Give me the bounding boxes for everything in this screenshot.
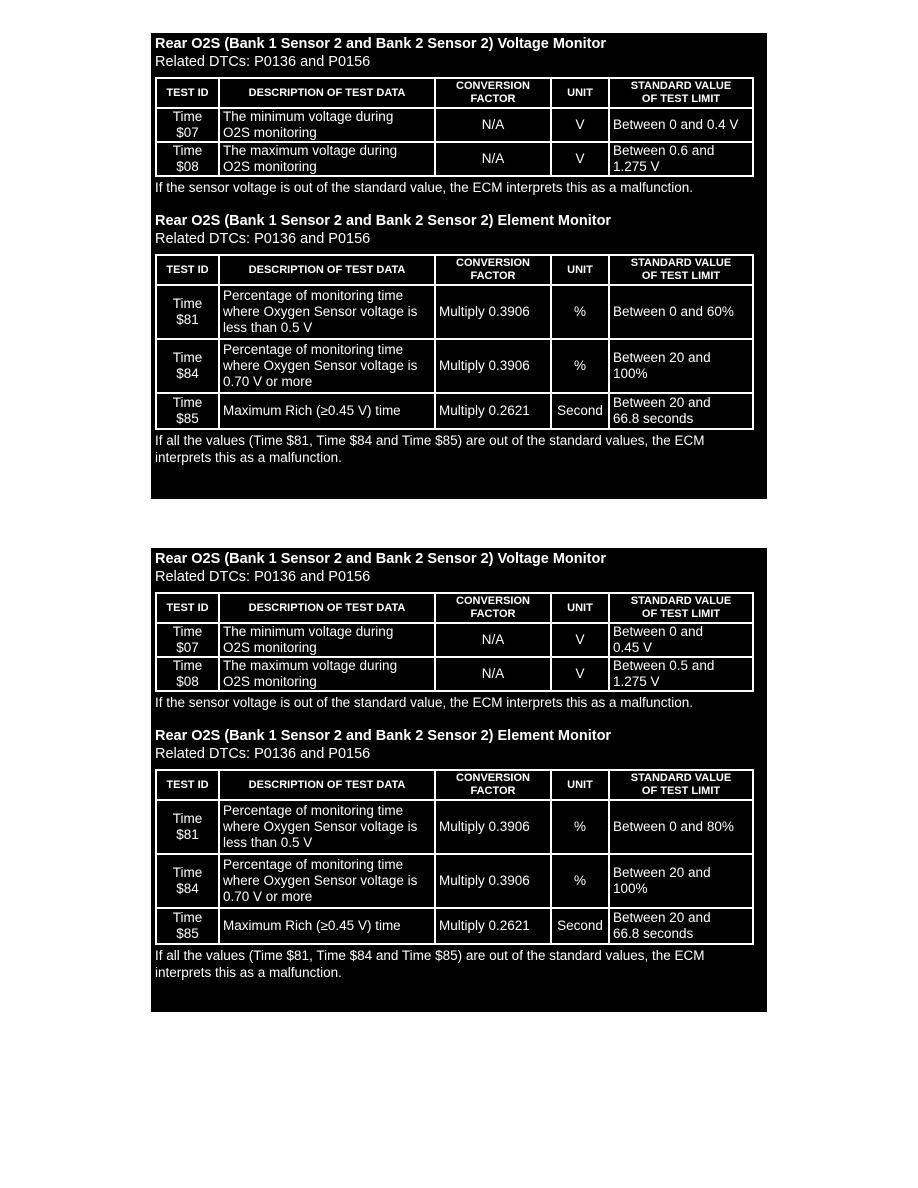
voltage-monitor-table — [155, 77, 754, 177]
header-unit: UNIT — [551, 255, 609, 285]
standard-value-cell: Between 0.6 and 1.275 V — [609, 142, 753, 176]
header-unit: UNIT — [551, 593, 609, 623]
header-standard-value: STANDARD VALUE OF TEST LIMIT — [609, 593, 753, 623]
header-conversion-factor: CONVERSION FACTOR — [435, 770, 551, 800]
voltage-monitor-related-dtcs: Related DTCs: P0136 and P0156 — [155, 54, 371, 70]
test-id-cell: Time $84 — [156, 854, 219, 908]
conversion-cell: Multiply 0.3906 — [435, 285, 551, 339]
header-standard-value: STANDARD VALUE OF TEST LIMIT — [609, 78, 753, 108]
header-standard-value: STANDARD VALUE OF TEST LIMIT — [609, 770, 753, 800]
unit-cell: % — [551, 285, 609, 339]
table-row — [156, 908, 753, 944]
conversion-cell: Multiply 0.2621 — [435, 393, 551, 429]
conversion-cell: Multiply 0.2621 — [435, 908, 551, 944]
voltage-monitor-table — [155, 592, 754, 692]
standard-value-cell: Between 0 and 0.4 V — [609, 108, 753, 142]
element-monitor-note: If all the values (Time $81, Time $84 and Time $85) are out of the standard values, the ECM interprets this as a malfunction. — [155, 433, 705, 465]
unit-cell: Second — [551, 393, 609, 429]
table-header-row — [156, 255, 753, 285]
standard-value-cell: Between 20 and 66.8 seconds — [609, 393, 753, 429]
element-monitor-table — [155, 254, 754, 430]
unit-cell: Second — [551, 908, 609, 944]
unit-cell: % — [551, 339, 609, 393]
voltage-monitor-related-dtcs: Related DTCs: P0136 and P0156 — [155, 569, 371, 585]
table-row — [156, 854, 753, 908]
table-header-row — [156, 593, 753, 623]
test-id-cell: Time $81 — [156, 800, 219, 854]
test-id-cell: Time $85 — [156, 908, 219, 944]
description-cell: Maximum Rich (≥0.45 V) time — [219, 908, 435, 944]
header-test-id: TEST ID — [156, 770, 219, 800]
voltage-monitor-title: Rear O2S (Bank 1 Sensor 2 and Bank 2 Sensor 2) Voltage Monitor — [155, 551, 606, 567]
standard-value-cell: Between 0.5 and 1.275 V — [609, 657, 753, 691]
element-monitor-table — [155, 769, 754, 945]
conversion-cell: Multiply 0.3906 — [435, 339, 551, 393]
standard-value-cell: Between 0 and 60% — [609, 285, 753, 339]
table-header-row — [156, 770, 753, 800]
unit-cell: V — [551, 623, 609, 657]
test-id-cell: Time $07 — [156, 623, 219, 657]
standard-value-cell: Between 0 and 80% — [609, 800, 753, 854]
conversion-cell: Multiply 0.3906 — [435, 800, 551, 854]
table-row — [156, 285, 753, 339]
header-description: DESCRIPTION OF TEST DATA — [219, 593, 435, 623]
description-cell: Percentage of monitoring time where Oxygen Sensor voltage is 0.70 V or more — [219, 339, 435, 393]
voltage-monitor-note: If the sensor voltage is out of the standard value, the ECM interprets this as a malfunction. — [155, 180, 694, 195]
header-unit: UNIT — [551, 78, 609, 108]
test-id-cell: Time $07 — [156, 108, 219, 142]
table-row — [156, 108, 753, 142]
header-unit: UNIT — [551, 770, 609, 800]
table-header-row — [156, 78, 753, 108]
conversion-cell: N/A — [435, 108, 551, 142]
unit-cell: % — [551, 800, 609, 854]
standard-value-cell: Between 20 and 100% — [609, 854, 753, 908]
test-id-cell: Time $08 — [156, 657, 219, 691]
conversion-cell: N/A — [435, 657, 551, 691]
description-cell: The maximum voltage during O2S monitoring — [219, 142, 435, 176]
spec-panel-2 — [151, 548, 767, 1012]
voltage-monitor-note: If the sensor voltage is out of the standard value, the ECM interprets this as a malfunction. — [155, 695, 694, 710]
header-conversion-factor: CONVERSION FACTOR — [435, 78, 551, 108]
description-cell: The maximum voltage during O2S monitoring — [219, 657, 435, 691]
standard-value-cell: Between 20 and 66.8 seconds — [609, 908, 753, 944]
standard-value-cell: Between 0 and 0.45 V — [609, 623, 753, 657]
element-monitor-title: Rear O2S (Bank 1 Sensor 2 and Bank 2 Sensor 2) Element Monitor — [155, 213, 612, 229]
conversion-cell: Multiply 0.3906 — [435, 854, 551, 908]
description-cell: Percentage of monitoring time where Oxygen Sensor voltage is less than 0.5 V — [219, 285, 435, 339]
description-cell: Maximum Rich (≥0.45 V) time — [219, 393, 435, 429]
test-id-cell: Time $84 — [156, 339, 219, 393]
table-row — [156, 393, 753, 429]
table-row — [156, 623, 753, 657]
description-cell: Percentage of monitoring time where Oxygen Sensor voltage is less than 0.5 V — [219, 800, 435, 854]
spec-panel-1 — [151, 33, 767, 499]
header-description: DESCRIPTION OF TEST DATA — [219, 255, 435, 285]
element-monitor-note: If all the values (Time $81, Time $84 and Time $85) are out of the standard values, the ECM interprets this as a malfunction. — [155, 948, 705, 980]
table-row — [156, 339, 753, 393]
header-description: DESCRIPTION OF TEST DATA — [219, 78, 435, 108]
unit-cell: % — [551, 854, 609, 908]
header-test-id: TEST ID — [156, 255, 219, 285]
standard-value-cell: Between 20 and 100% — [609, 339, 753, 393]
description-cell: The minimum voltage during O2S monitoring — [219, 108, 435, 142]
description-cell: Percentage of monitoring time where Oxygen Sensor voltage is 0.70 V or more — [219, 854, 435, 908]
unit-cell: V — [551, 108, 609, 142]
table-row — [156, 800, 753, 854]
header-test-id: TEST ID — [156, 78, 219, 108]
table-row — [156, 657, 753, 691]
header-conversion-factor: CONVERSION FACTOR — [435, 593, 551, 623]
test-id-cell: Time $85 — [156, 393, 219, 429]
test-id-cell: Time $81 — [156, 285, 219, 339]
element-monitor-title: Rear O2S (Bank 1 Sensor 2 and Bank 2 Sensor 2) Element Monitor — [155, 728, 612, 744]
voltage-monitor-title: Rear O2S (Bank 1 Sensor 2 and Bank 2 Sensor 2) Voltage Monitor — [155, 36, 606, 52]
element-monitor-related-dtcs: Related DTCs: P0136 and P0156 — [155, 746, 371, 762]
description-cell: The minimum voltage during O2S monitoring — [219, 623, 435, 657]
unit-cell: V — [551, 657, 609, 691]
element-monitor-related-dtcs: Related DTCs: P0136 and P0156 — [155, 231, 371, 247]
test-id-cell: Time $08 — [156, 142, 219, 176]
header-standard-value: STANDARD VALUE OF TEST LIMIT — [609, 255, 753, 285]
conversion-cell: N/A — [435, 623, 551, 657]
header-description: DESCRIPTION OF TEST DATA — [219, 770, 435, 800]
unit-cell: V — [551, 142, 609, 176]
header-conversion-factor: CONVERSION FACTOR — [435, 255, 551, 285]
header-test-id: TEST ID — [156, 593, 219, 623]
conversion-cell: N/A — [435, 142, 551, 176]
table-row — [156, 142, 753, 176]
